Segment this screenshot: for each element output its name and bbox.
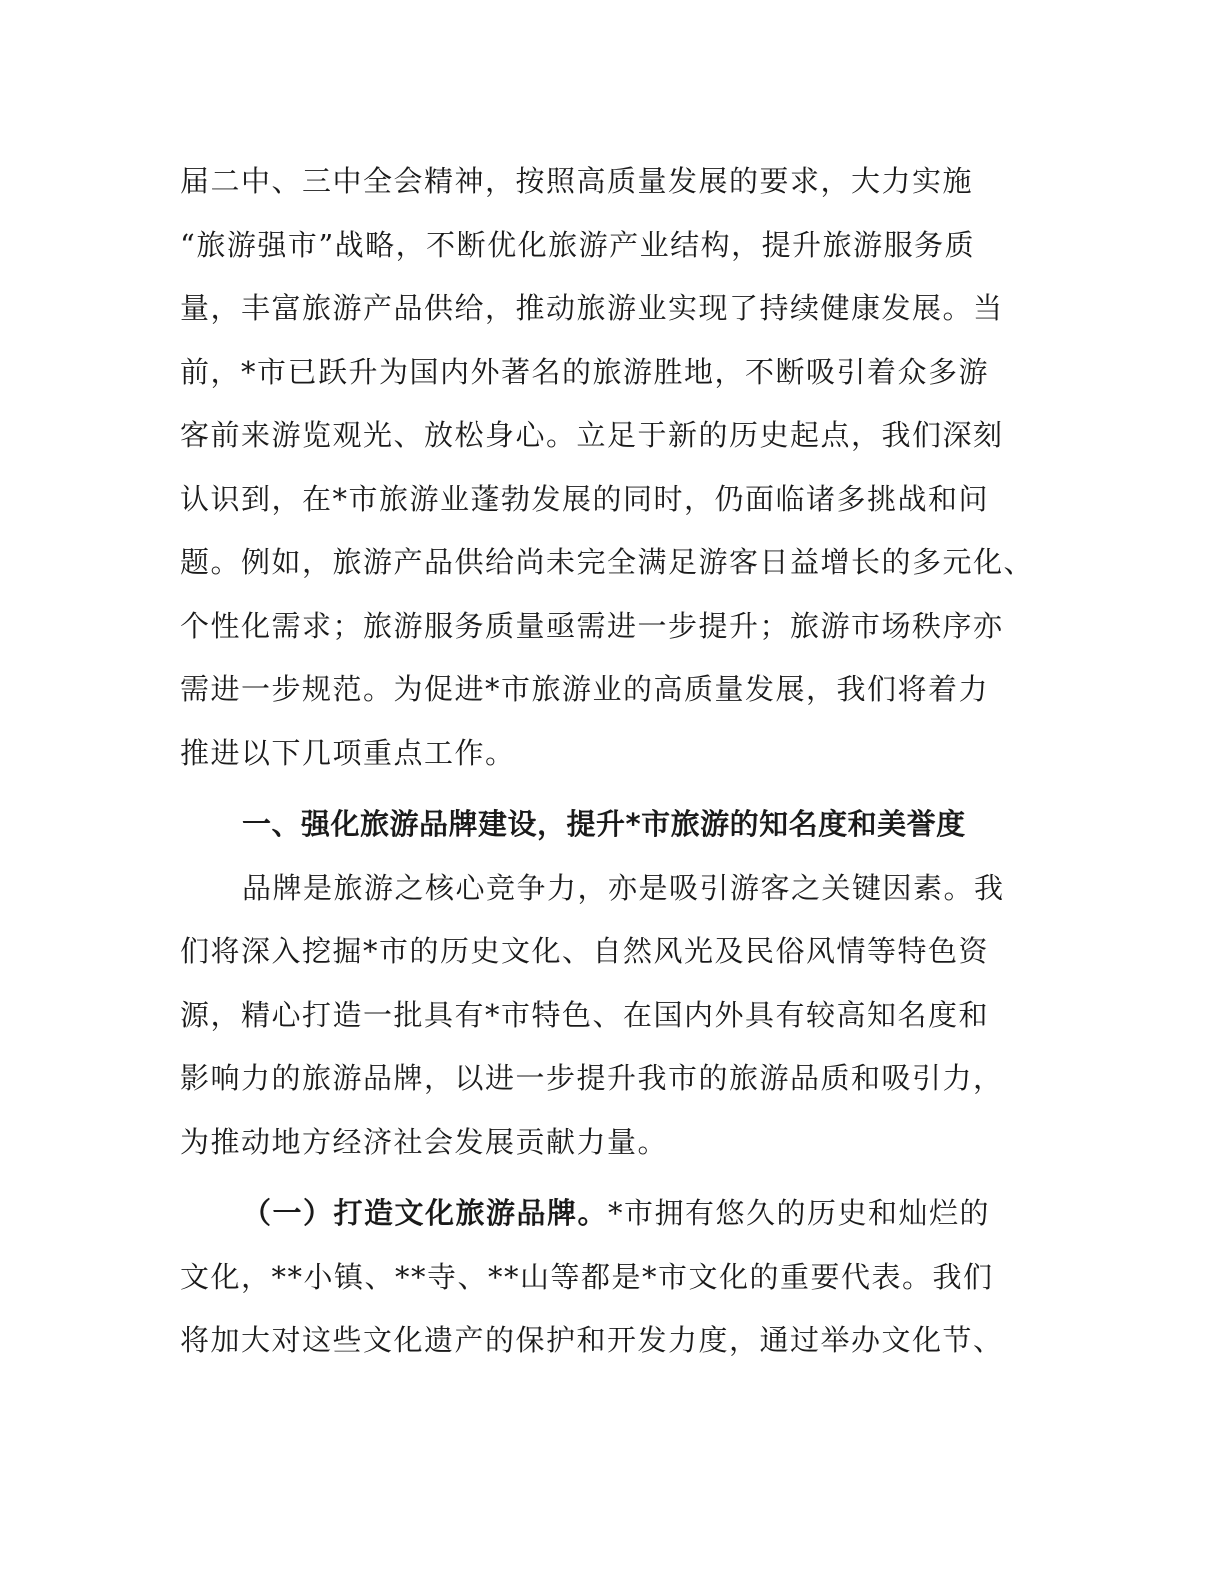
text-line: 客前来游览观光、放松身心。立足于新的历史起点，我们深刻	[180, 418, 1004, 452]
section-heading: 一、强化旅游品牌建设，提升*市旅游的知名度和美誉度	[242, 807, 966, 841]
document-page	[180, 150, 1050, 1373]
spacer	[180, 785, 1050, 793]
text-line: 量，丰富旅游产品供给，推动旅游业实现了持续健康发展。当	[180, 291, 1004, 325]
text-line: 将加大对这些文化遗产的保护和开发力度，通过举办文化节、	[180, 1323, 1004, 1357]
text-line: 推进以下几项重点工作。	[180, 735, 516, 770]
subsection-first-line-text: *市拥有悠久的历史和灿烂的	[608, 1196, 991, 1230]
text-line: 们将深入挖掘*市的历史文化、自然风光及民俗风情等特色资	[180, 934, 990, 968]
text-line: 前，*市已跃升为国内外著名的旅游胜地，不断吸引着众多游	[180, 354, 990, 389]
spacer	[180, 1174, 1050, 1182]
section-paragraph	[180, 857, 1050, 1175]
intro-paragraph	[180, 150, 1050, 785]
text-line: 个性化需求；旅游服务质量亟需进一步提升；旅游市场秩序亦	[180, 608, 1004, 643]
subsection-heading: （一）打造文化旅游品牌。	[242, 1196, 609, 1230]
text-line: “旅游强市”战略，不断优化旅游产业结构，提升旅游服务质	[180, 227, 976, 262]
text-line: 题。例如，旅游产品供给尚未完全满足游客日益增长的多元化、	[180, 545, 1035, 579]
text-line: 需进一步规范。为促进*市旅游业的高质量发展，我们将着力	[180, 672, 990, 706]
text-line: 文化，**小镇、**寺、**山等都是*市文化的重要代表。我们	[180, 1259, 994, 1294]
text-line: 为推动地方经济社会发展贡献力量。	[180, 1124, 669, 1159]
text-line: 品牌是旅游之核心竞争力，亦是吸引游客之关键因素。我	[242, 870, 1005, 905]
text-line: 影响力的旅游品牌，以进一步提升我市的旅游品质和吸引力，	[180, 1061, 1004, 1095]
subsection-paragraph	[180, 1182, 1050, 1373]
text-line: 认识到，在*市旅游业蓬勃发展的同时，仍面临诸多挑战和问	[180, 481, 990, 516]
text-line: 源，精心打造一批具有*市特色、在国内外具有较高知名度和	[180, 997, 990, 1032]
text-line: 届二中、三中全会精神，按照高质量发展的要求，大力实施	[180, 164, 974, 198]
subsection-first-line	[180, 1182, 1050, 1246]
